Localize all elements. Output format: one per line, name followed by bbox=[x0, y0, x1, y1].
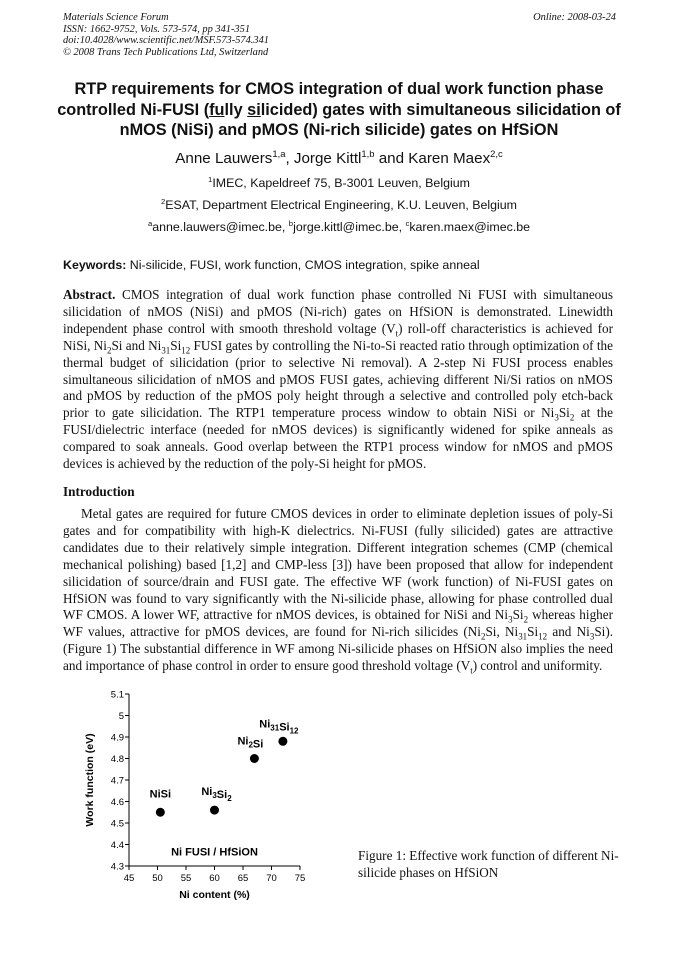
data-point-label: NiSi bbox=[149, 788, 172, 801]
y-tick-label: 4.4 bbox=[110, 839, 124, 851]
y-tick-label: 4.7 bbox=[110, 775, 124, 787]
section-heading-introduction: Introduction bbox=[63, 484, 135, 499]
doi-line: doi:10.4028/www.scientific.net/MSF.573-574.341 bbox=[63, 35, 269, 46]
affiliation-2: $^2$ESAT, Department Electrical Engineering, K.U. Leuven, Belgium bbox=[161, 196, 517, 212]
y-tick-label: 4.9 bbox=[110, 732, 124, 744]
chart-annotation: Ni FUSI / HfSiON bbox=[171, 846, 258, 859]
x-tick-label: 60 bbox=[209, 873, 220, 884]
abstract-label: Abstract. bbox=[63, 287, 116, 302]
data-point-label: $Ni_2Si$ bbox=[237, 735, 264, 751]
x-axis-label: Ni content (%) bbox=[179, 889, 250, 901]
x-tick-label: 75 bbox=[294, 873, 306, 884]
paper-title: RTP requirements for CMOS integration of dual work function phase controlled Ni-FUSI (fully silicided) gates with simultaneous silicidation of nMOS (NiSi) and pMOS (Ni-rich silicide) gates on HfSiON bbox=[57, 80, 621, 139]
data-point-label: $Ni_{31}Si_{12}$ bbox=[259, 718, 299, 736]
introduction-paragraph: Metal gates are required for future CMOS devices in order to eliminate depletion issues of poly-Si gates and for compatibility with high-K dielectrics. Ni-FUSI (fully silicided) gates are attractive candidates due to their relatively simple integration. Different integration schemes (CMP (chemical mechanical polishing) based [1,2] and CMP-less [3]) have been proposed that allow for independent silicidation of source/drain and FUSI gate. The effective WF (work function) of Ni-FUSI gates on HfSiON was found to vary significantly with the Ni-silicide phase, allowing for phase controlled dual WF CMOS. A lower WF, attractive for nMOS devices, is obtained for NiSi and $Ni_3Si_2$ whereas higher WF values, attractive for pMOS devices, are found for Ni-rich silicides ($Ni_2Si$, $Ni_{31}Si_{12}$ and $Ni_3Si$). (Figure 1) The substantial difference in WF among Ni-silicide phases on HfSiON also implies the need and importance of phase control in order to ensure good threshold voltage $(V_t)$ control and uniformity. bbox=[63, 506, 614, 676]
affiliation-1: $^1$IMEC, Kapeldreef 75, B-3001 Leuven, Belgium bbox=[208, 174, 470, 190]
data-point bbox=[210, 806, 219, 815]
x-tick-label: 70 bbox=[266, 873, 277, 884]
journal-name: Materials Science Forum bbox=[63, 12, 169, 23]
data-point bbox=[278, 737, 287, 746]
data-point bbox=[156, 808, 165, 817]
author-name: Karen Maex bbox=[408, 150, 491, 167]
journal-header bbox=[63, 12, 269, 58]
x-tick-label: 55 bbox=[180, 873, 192, 884]
copyright-line: © 2008 Trans Tech Publications Ltd, Switzerland bbox=[63, 46, 269, 58]
x-tick-label: 50 bbox=[152, 873, 163, 884]
figure-caption: Figure 1: Effective work function of different Ni-silicide phases on HfSiON bbox=[358, 848, 619, 880]
issn-line: ISSN: 1662-9752, Vols. 573-574, pp 341-351 bbox=[63, 23, 251, 35]
author-list: Anne Lauwers$^{1,a}$, Jorge Kittl$^{1,b}$ and Karen Maex$^{2,c}$ bbox=[175, 147, 503, 167]
y-tick-label: 5 bbox=[118, 710, 124, 722]
y-tick-label: 4.8 bbox=[110, 753, 124, 765]
y-tick-label: 4.3 bbox=[110, 861, 124, 873]
x-tick-label: 65 bbox=[237, 873, 249, 884]
work-function-chart bbox=[78, 686, 318, 908]
online-date: Online: 2008-03-24 bbox=[533, 12, 616, 23]
y-axis-label: Work function (eV) bbox=[84, 733, 96, 827]
keywords: Keywords: Ni-silicide, FUSI, work function, CMOS integration, spike anneal bbox=[63, 258, 480, 272]
keywords-label: Keywords: bbox=[63, 258, 127, 272]
author-name: Jorge Kittl bbox=[293, 150, 362, 167]
y-tick-label: 4.6 bbox=[110, 796, 124, 808]
data-point-label: $Ni_3Si_2$ bbox=[201, 786, 232, 804]
y-tick-label: 5.1 bbox=[110, 689, 124, 701]
author-name: Anne Lauwers bbox=[175, 150, 273, 167]
abstract: Abstract. CMOS integration of dual work function phase controlled Ni FUSI with simultaneous silicidation of nMOS (NiSi) and pMOS (Ni-rich) gates on HfSiON is demonstrated. Linewidth independent phase control with smooth threshold voltage $(V_t)$ roll-off characteristics is achieved for NiSi, $Ni_2Si$ and $Ni_{31}Si_{12}$ FUSI gates by controlling the Ni-to-Si reacted ratio through optimization of the thermal budget of silicidation (prior to selective Ni removal). A 2-step Ni FUSI process enables simultaneous silicidation of nMOS and pMOS FUSI gates, achieving different Ni/Si ratios on nMOS and pMOS by reduction of the pMOS poly height through a selective and controlled poly etch-back prior to gate silicidation. The RTP1 temperature process window to obtain NiSi or $Ni_3Si_2$ at the FUSI/dielectric interface (needed for nMOS devices) is significantly widened for spike anneals as compared to soak anneals. Good overlap between the RTP1 process window for nMOS and pMOS devices is achieved by the reduction of the poly-Si height for pMOS. bbox=[63, 287, 613, 472]
data-point bbox=[250, 754, 259, 763]
y-tick-label: 4.5 bbox=[110, 818, 124, 830]
x-tick-label: 45 bbox=[123, 873, 135, 884]
author-emails: $^a$anne.lauwers@imec.be, $^b$jorge.kittl@imec.be, $^c$karen.maex@imec.be bbox=[147, 218, 531, 234]
